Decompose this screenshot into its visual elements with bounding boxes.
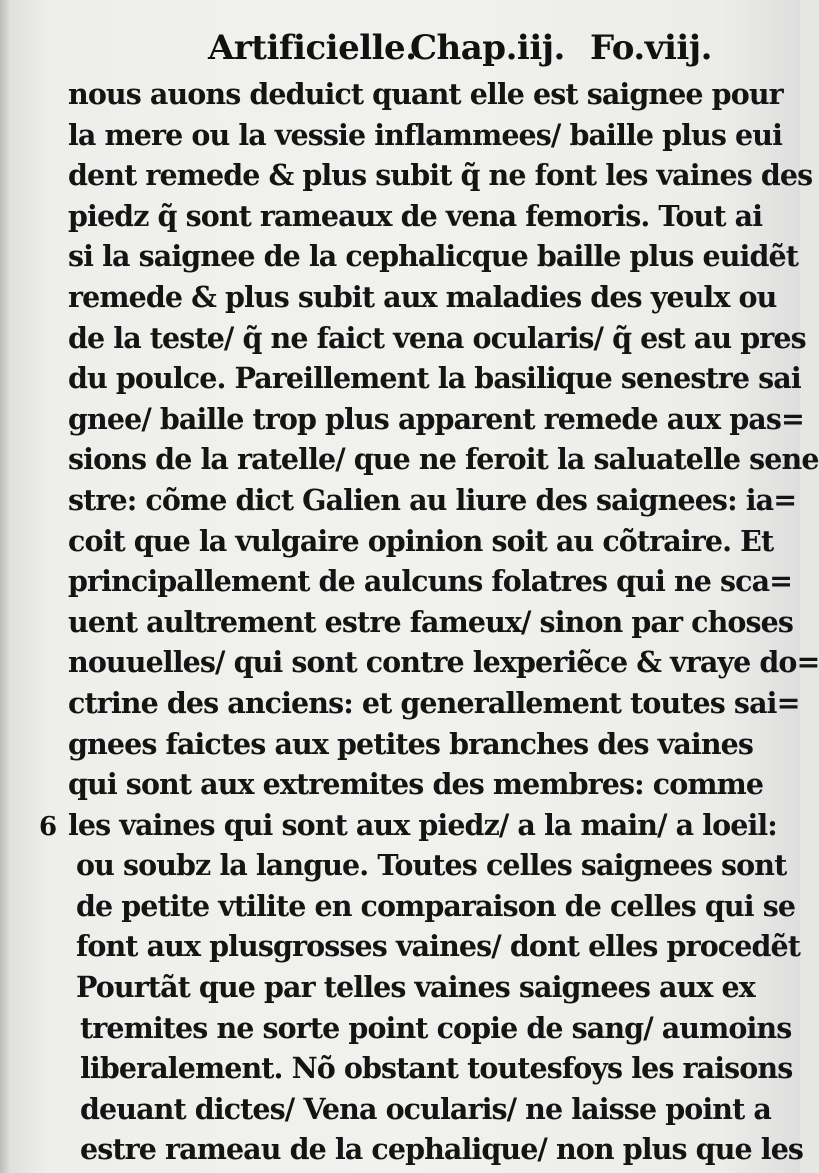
text-line: ou soubz la langue. Toutes celles saignees sont [76,848,787,883]
page-gutter-shadow [0,0,10,1173]
body-text [68,74,819,1170]
text-line: deuant dictes/ Vena ocularis/ ne laisse point a [80,1091,771,1126]
text-line: Pourtãt que par telles vaines saignees aux ex [76,970,755,1005]
text-line: font aux plusgrosses vaines/ dont elles procedẽt [76,929,801,964]
text-line: qui sont aux extremites des membres: comme [68,767,764,802]
text-line: la mere ou la vessie inflammees/ baille plus eui [68,117,783,152]
header-folio: Fo.viij. [590,28,712,68]
text-line: liberalement. Nõ obstant toutesfoys les raisons [80,1051,793,1086]
running-header [0,28,800,76]
text-line: estre rameau de la cephalique/ non plus que les [80,1132,804,1167]
text-line: du poulce. Pareillement la basilique senestre sai [68,361,801,396]
text-line: si la saignee de la cephalicque baille plus euidẽt [68,239,798,274]
margin-note: 6 [39,812,58,842]
text-line: ctrine des anciens: et generallement toutes sai= [68,685,800,720]
text-line: les vaines qui sont aux piedz/ a la main/ a loeil: [68,807,777,842]
text-line: dent remede & plus subit q̃ ne font les vaines des [68,158,813,193]
header-title: Artificielle. [208,28,417,68]
text-line: de petite vtilite en comparaison de celles qui se [76,888,796,923]
text-line: principallement de aulcuns folatres qui ne sca= [68,564,793,599]
text-line: uent aultrement estre fameux/ sinon par choses [68,604,794,639]
text-line: gnee/ baille trop plus apparent remede aux pas= [68,401,804,436]
text-line: nouuelles/ qui sont contre lexperiẽce & vraye do= [68,645,819,680]
text-line: remede & plus subit aux maladies des yeulx ou [68,279,777,314]
text-line: coit que la vulgaire opinion soit au cõtraire. Et [68,523,774,558]
text-line: nous auons deduict quant elle est saignee pour [68,77,783,111]
header-chapter: Chap.iij. [410,28,565,68]
text-line: stre: cõme dict Galien au liure des saignees: ia= [68,482,797,517]
text-line: de la teste/ q̃ ne faict vena ocularis/ q̃ est au pres [68,320,806,355]
text-line: tremites ne sorte point copie de sang/ aumoins [80,1010,792,1045]
text-line: gnees faictes aux petites branches des vaines [68,726,754,761]
text-line: piedz q̃ sont rameaux de vena femoris. Tout ai [68,198,763,233]
text-line: sions de la ratelle/ que ne feroit la saluatelle sene [68,442,819,477]
